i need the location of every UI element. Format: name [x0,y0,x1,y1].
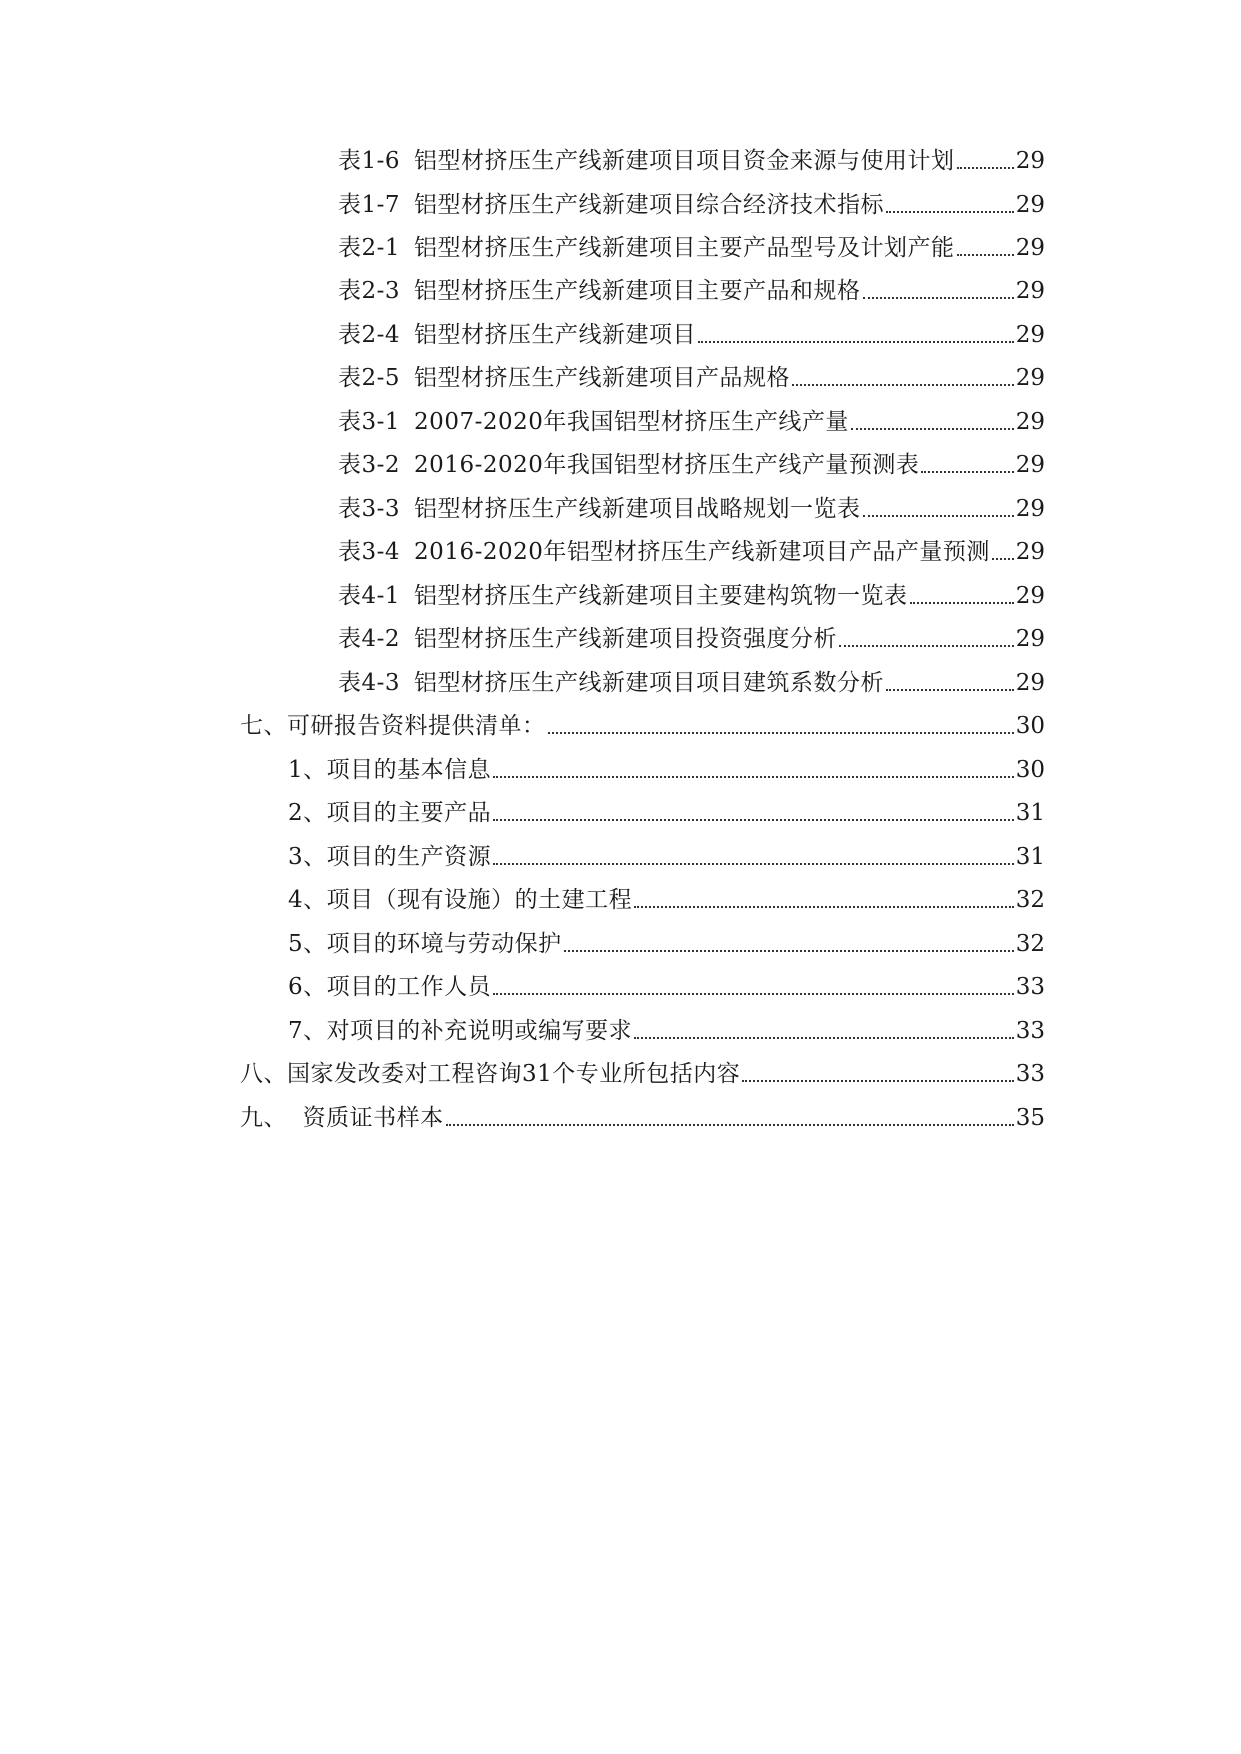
toc-table-number: 表4-3 [338,670,401,696]
toc-table-title: 铝型材挤压生产线新建项目战略规划一览表 [414,496,861,522]
toc-entry-table-3-2[interactable] [338,444,1045,480]
toc-page-number: 29 [1015,365,1045,391]
dot-leader [548,732,1014,734]
toc-page-number: 33 [1015,1018,1045,1044]
dot-leader [634,1037,1014,1039]
toc-page-number: 31 [1015,800,1045,826]
toc-section-title: 八、国家发改委对工程咨询31个专业所包括内容 [240,1061,741,1087]
toc-entry-table-3-4[interactable] [338,531,1045,567]
toc-item-title: 2、项目的主要产品 [288,800,492,826]
dot-leader [634,906,1014,908]
toc-page-number: 29 [1015,626,1045,652]
dot-leader [446,1124,1014,1126]
toc-entry-table-2-4[interactable] [338,314,1045,350]
toc-table-title: 2016-2020年铝型材挤压生产线新建项目产品产量预测 [414,539,990,565]
toc-page-number: 29 [1015,322,1045,348]
toc-entry-item-1[interactable] [288,749,1045,785]
dot-leader [992,558,1014,560]
toc-table-number: 表3-4 [338,539,401,565]
dot-leader [886,689,1014,691]
dot-leader [863,515,1014,517]
toc-item-title: 5、项目的环境与劳动保护 [288,931,562,957]
toc-table-title: 铝型材挤压生产线新建项目主要建构筑物一览表 [414,583,908,609]
toc-table-title: 铝型材挤压生产线新建项目主要产品和规格 [414,278,861,304]
toc-table-title: 铝型材挤压生产线新建项目项目资金来源与使用计划 [414,148,955,174]
toc-entry-item-2[interactable] [288,792,1045,828]
dot-leader [863,297,1014,299]
toc-section-title: 七、可研报告资料提供清单： [240,713,546,739]
toc-section-title: 九、 资质证书样本 [240,1105,444,1131]
toc-table-title: 铝型材挤压生产线新建项目综合经济技术指标 [414,192,885,218]
toc-entry-table-2-5[interactable] [338,357,1045,393]
dot-leader [742,1080,1013,1082]
toc-page-number: 33 [1015,1061,1045,1087]
toc-entry-table-3-3[interactable] [338,488,1045,524]
toc-table-title: 铝型材挤压生产线新建项目产品规格 [414,365,791,391]
toc-entry-table-2-1[interactable] [338,227,1045,263]
toc-entry-item-3[interactable] [288,836,1045,872]
toc-page-number: 32 [1015,887,1045,913]
toc-page-number: 29 [1015,539,1045,565]
toc-table-number: 表1-7 [338,192,401,218]
toc-page-number: 31 [1015,844,1045,870]
toc-entry-item-4[interactable] [288,879,1045,915]
toc-page-number: 29 [1015,670,1045,696]
toc-entry-section-8[interactable] [240,1053,1045,1089]
toc-page-number: 35 [1015,1105,1045,1131]
toc-page-number: 30 [1015,757,1045,783]
toc-entry-table-4-1[interactable] [338,575,1045,611]
dot-leader [851,428,1014,430]
toc-table-title: 铝型材挤压生产线新建项目投资强度分析 [414,626,838,652]
toc-item-title: 7、对项目的补充说明或编写要求 [288,1018,633,1044]
toc-table-title: 铝型材挤压生产线新建项目 [414,322,697,348]
dot-leader [910,602,1014,604]
dot-leader [698,341,1014,343]
dot-leader [493,776,1014,778]
toc-entry-table-4-2[interactable] [338,618,1045,654]
toc-item-title: 1、项目的基本信息 [288,757,492,783]
dot-leader [921,471,1013,473]
toc-page-number: 29 [1015,452,1045,478]
toc-item-title: 3、项目的生产资源 [288,844,492,870]
toc-table-number: 表2-4 [338,322,401,348]
toc-entry-table-2-3[interactable] [338,270,1045,306]
dot-leader [493,993,1014,995]
toc-table-number: 表3-2 [338,452,401,478]
toc-table-title: 2016-2020年我国铝型材挤压生产线产量预测表 [414,452,920,478]
toc-table-number: 表1-6 [338,148,401,174]
toc-item-title: 4、项目（现有设施）的土建工程 [288,887,633,913]
toc-table-number: 表2-3 [338,278,401,304]
toc-entry-item-6[interactable] [288,966,1045,1002]
toc-entry-section-9[interactable] [240,1097,1045,1133]
toc-entry-table-3-1[interactable] [338,401,1045,437]
toc-page-number: 29 [1015,409,1045,435]
toc-page-number: 33 [1015,974,1045,1000]
toc-table-title: 铝型材挤压生产线新建项目项目建筑系数分析 [414,670,885,696]
toc-entry-item-5[interactable] [288,923,1045,959]
toc-table-number: 表4-2 [338,626,401,652]
toc-item-title: 6、项目的工作人员 [288,974,492,1000]
toc-page-number: 32 [1015,931,1045,957]
dot-leader [493,863,1014,865]
dot-leader [957,254,1014,256]
toc-page-number: 29 [1015,496,1045,522]
toc-page-number: 29 [1015,583,1045,609]
dot-leader [957,167,1014,169]
toc-table-number: 表3-3 [338,496,401,522]
toc-table-number: 表2-5 [338,365,401,391]
toc-entry-table-1-6[interactable] [338,140,1045,176]
dot-leader [839,645,1014,647]
toc-table-title: 铝型材挤压生产线新建项目主要产品型号及计划产能 [414,235,955,261]
toc-table-number: 表2-1 [338,235,401,261]
toc-page-number: 29 [1015,278,1045,304]
toc-entry-item-7[interactable] [288,1010,1045,1046]
toc-entry-section-7[interactable] [240,705,1045,741]
toc-table-title: 2007-2020年我国铝型材挤压生产线产量 [414,409,849,435]
toc-entry-table-1-7[interactable] [338,184,1045,220]
toc-table-number: 表4-1 [338,583,401,609]
toc-page-number: 29 [1015,148,1045,174]
toc-entry-table-4-3[interactable] [338,662,1045,698]
toc-page-number: 30 [1015,713,1045,739]
dot-leader [493,819,1014,821]
toc-table-number: 表3-1 [338,409,401,435]
dot-leader [792,384,1014,386]
toc-page-number: 29 [1015,235,1045,261]
toc-page-number: 29 [1015,192,1045,218]
dot-leader [564,950,1014,952]
dot-leader [886,211,1014,213]
